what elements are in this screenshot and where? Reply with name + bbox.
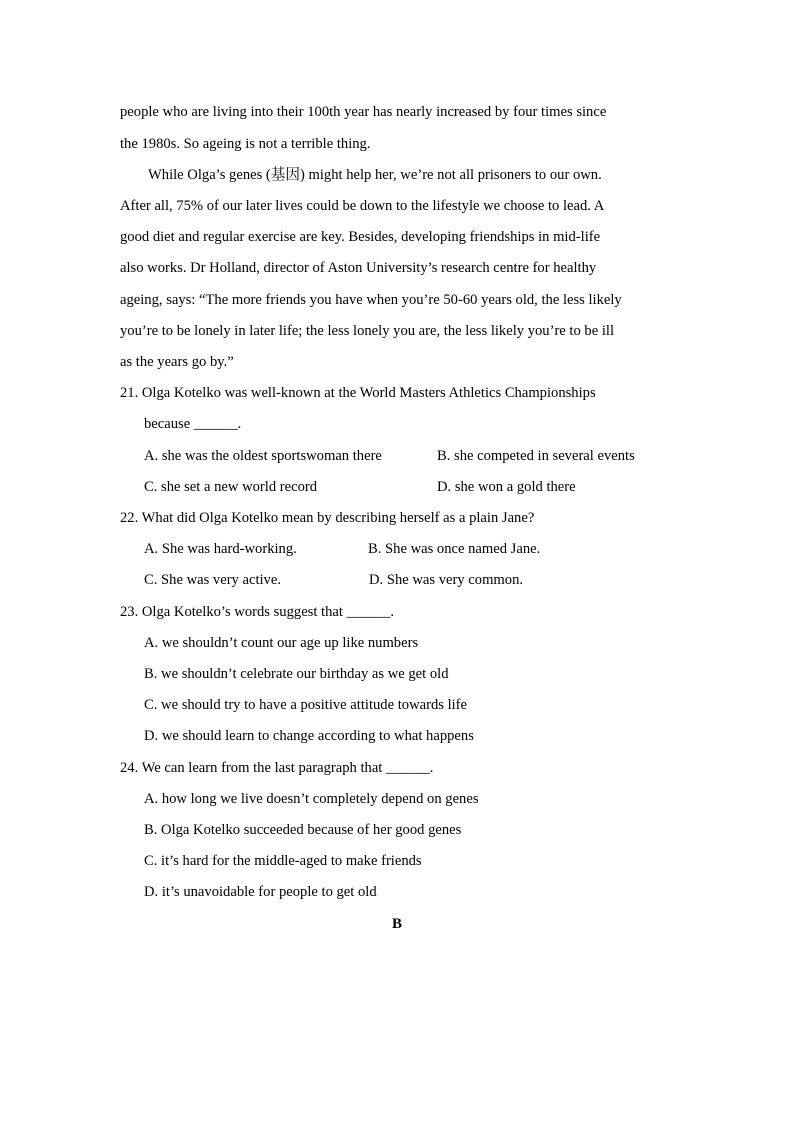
question-24-option-a: A. how long we live doesn’t completely depend on genes [144,791,479,807]
question-22-option-b: B. She was once named Jane. [368,541,541,557]
question-21-option-c: C. she set a new world record [144,479,318,495]
passage-line: people who are living into their 100th year has nearly increased by four times since [120,104,607,120]
question-21-option-b: B. she competed in several events [437,448,635,464]
passage-line: After all, 75% of our later lives could be down to the lifestyle we choose to lead. A [120,198,605,214]
passage-line: While Olga’s genes (基因) might help her, we’re not all prisoners to our own. [148,167,602,183]
question-24-option-d: D. it’s unavoidable for people to get old [144,884,377,900]
passage-line: good diet and regular exercise are key. Besides, developing friendships in mid-life [120,229,601,245]
passage-line: as the years go by.” [120,354,234,370]
passage-line: also works. Dr Holland, director of Aston University’s research centre for healthy [120,260,597,276]
question-23-option-b: B. we shouldn’t celebrate our birthday as we get old [144,666,449,682]
question-23-option-a: A. we shouldn’t count our age up like numbers [144,635,419,651]
question-21-stem-cont: because ______. [144,416,242,432]
question-24-stem: 24. We can learn from the last paragraph that ______. [120,760,434,776]
question-22-option-d: D. She was very common. [369,572,524,588]
question-24-option-c: C. it’s hard for the middle-aged to make friends [144,853,422,869]
question-22-option-c: C. She was very active. [144,572,281,588]
question-21-option-d: D. she won a gold there [437,479,576,495]
section-label: B [391,916,402,932]
question-22-option-a: A. She was hard-working. [144,541,297,557]
passage-line: you’re to be lonely in later life; the less lonely you are, the less likely you’re to be ill [120,323,615,339]
question-23-stem: 23. Olga Kotelko’s words suggest that ______. [120,604,395,620]
passage-line: the 1980s. So ageing is not a terrible thing. [120,136,371,152]
question-21-option-a: A. she was the oldest sportswoman there [144,448,382,464]
question-24-option-b: B. Olga Kotelko succeeded because of her good genes [144,822,462,838]
question-23-option-d: D. we should learn to change according to what happens [144,728,474,744]
question-21-stem: 21. Olga Kotelko was well-known at the World Masters Athletics Championships [120,385,596,401]
passage-line: ageing, says: “The more friends you have when you’re 50-60 years old, the less likely [120,292,622,308]
question-23-option-c: C. we should try to have a positive attitude towards life [144,697,468,713]
question-22-stem: 22. What did Olga Kotelko mean by describing herself as a plain Jane? [120,510,535,526]
